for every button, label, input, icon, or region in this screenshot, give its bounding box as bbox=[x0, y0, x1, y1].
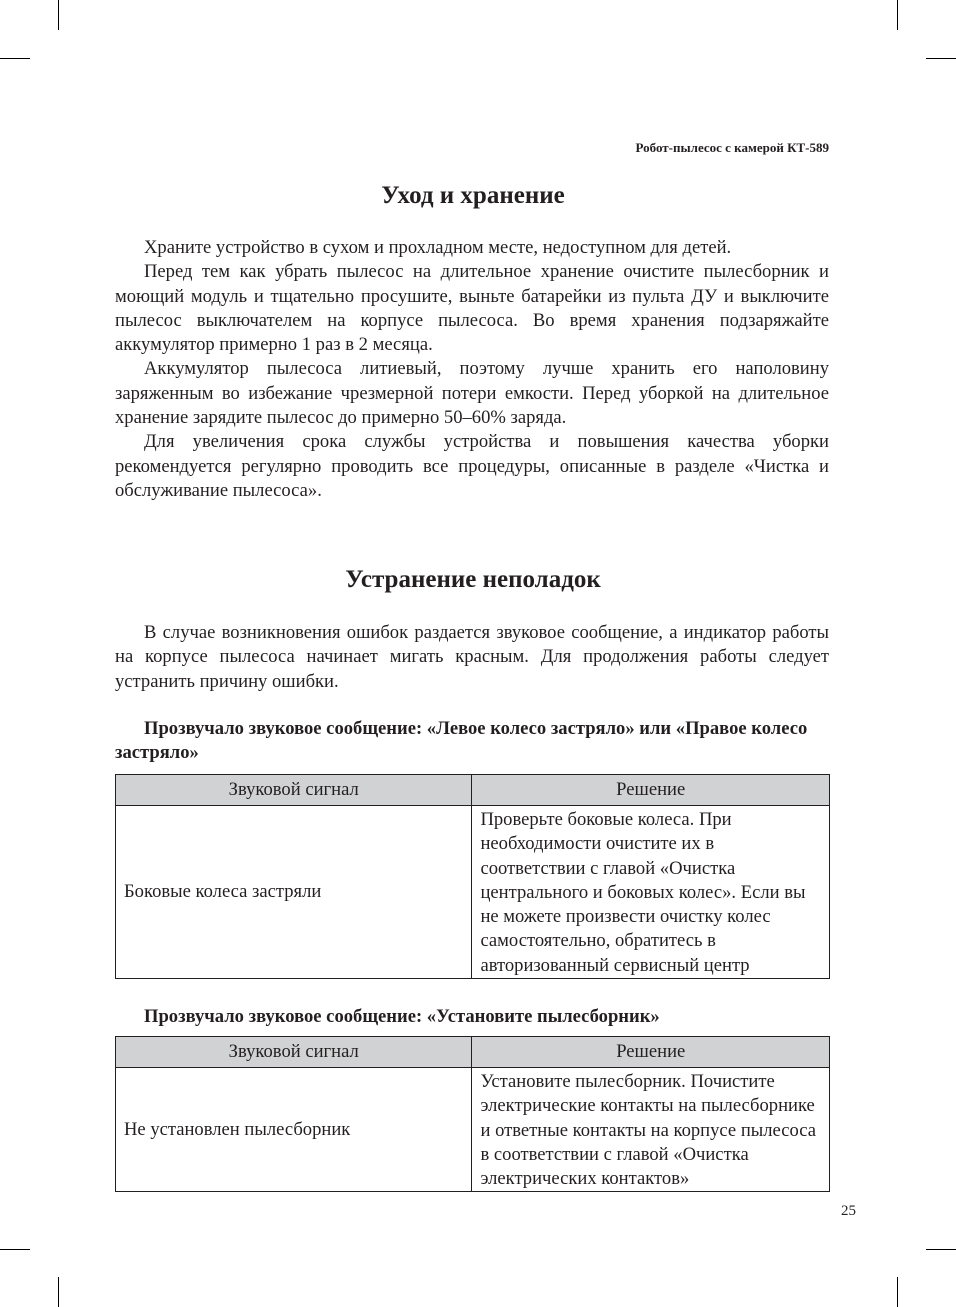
crop-mark-bottom-left-vertical bbox=[58, 1277, 59, 1307]
table-heading-wheels-stuck: Прозвучало звуковое сообщение: «Левое колесо застряло» или «Правое колесо застряло» bbox=[115, 718, 808, 764]
crop-mark-top-right-vertical bbox=[897, 0, 898, 30]
cell-solution: Проверьте боковые колеса. При необходимости очистите их в соответствии с главой «Очистка центрального и боковых колес». Если вы не можете произвести очистку колес самостоятельно, обратитесь в авторизованный сервисный центр bbox=[472, 806, 830, 979]
care-section-title: Уход и хранение bbox=[381, 182, 565, 209]
care-paragraph: Аккумулятор пылесоса литиевый, поэтому лучше хранить его наполовину заряженным во избежание чрезмерной потери емкости. Перед уборкой на длительное хранение зарядите пылесос до примерно 50–60% заряда. bbox=[115, 358, 829, 429]
crop-mark-bottom-left-horizontal bbox=[0, 1249, 30, 1250]
table-row bbox=[116, 806, 830, 979]
column-header-solution: Решение bbox=[472, 775, 830, 806]
care-paragraph: Храните устройство в сухом и прохладном месте, недоступном для детей. bbox=[144, 237, 732, 258]
crop-mark-top-right-horizontal bbox=[926, 58, 956, 59]
column-header-solution: Решение bbox=[472, 1037, 830, 1068]
page-number: 25 bbox=[841, 1203, 856, 1219]
table-heading-dustbin: Прозвучало звуковое сообщение: «Установите пылесборник» bbox=[144, 1006, 660, 1027]
care-paragraph: Для увеличения срока службы устройства и повышения качества уборки рекомендуется регулярно проводить все процедуры, описанные в разделе «Чистка и обслуживание пылесоса». bbox=[115, 431, 829, 501]
table-header-row bbox=[116, 1037, 830, 1068]
crop-mark-bottom-right-horizontal bbox=[926, 1249, 956, 1250]
crop-mark-top-left-horizontal bbox=[0, 58, 30, 59]
column-header-signal: Звуковой сигнал bbox=[116, 775, 472, 806]
troubleshooting-intro bbox=[115, 621, 829, 694]
crop-mark-bottom-right-vertical bbox=[897, 1277, 898, 1307]
table-row bbox=[116, 1068, 830, 1192]
troubleshooting-intro-paragraph: В случае возникновения ошибок раздается звуковое сообщение, а индикатор работы на корпусе пылесоса начинает мигать красным. Для продолжения работы следует устранить причину ошибки. bbox=[115, 622, 829, 692]
troubleshooting-table-wheels bbox=[115, 774, 830, 979]
running-header: Робот-пылесос с камерой КТ-589 bbox=[635, 140, 829, 155]
cell-signal: Не установлен пылесборник bbox=[116, 1068, 472, 1192]
crop-mark-top-left-vertical bbox=[58, 0, 59, 30]
troubleshooting-section-title: Устранение неполадок bbox=[345, 566, 601, 593]
troubleshooting-table-dustbin bbox=[115, 1036, 830, 1192]
care-section-body bbox=[115, 236, 829, 503]
table-header-row bbox=[116, 775, 830, 806]
cell-signal: Боковые колеса застряли bbox=[116, 806, 472, 979]
column-header-signal: Звуковой сигнал bbox=[116, 1037, 472, 1068]
care-paragraph: Перед тем как убрать пылесос на длительное хранение очистите пылесборник и моющий модуль и тщательно просушите, выньте батарейки из пульта ДУ и выключите пылесос выключателем на корпусе пылесоса. Во время хранения подзаряжайте аккумулятор примерно 1 раз в 2 месяца. bbox=[115, 261, 829, 356]
cell-solution: Установите пылесборник. Почистите электрические контакты на пылесборнике и ответные контакты на корпусе пылесоса в соответствии с главой «Очистка электрических контактов» bbox=[472, 1068, 830, 1192]
